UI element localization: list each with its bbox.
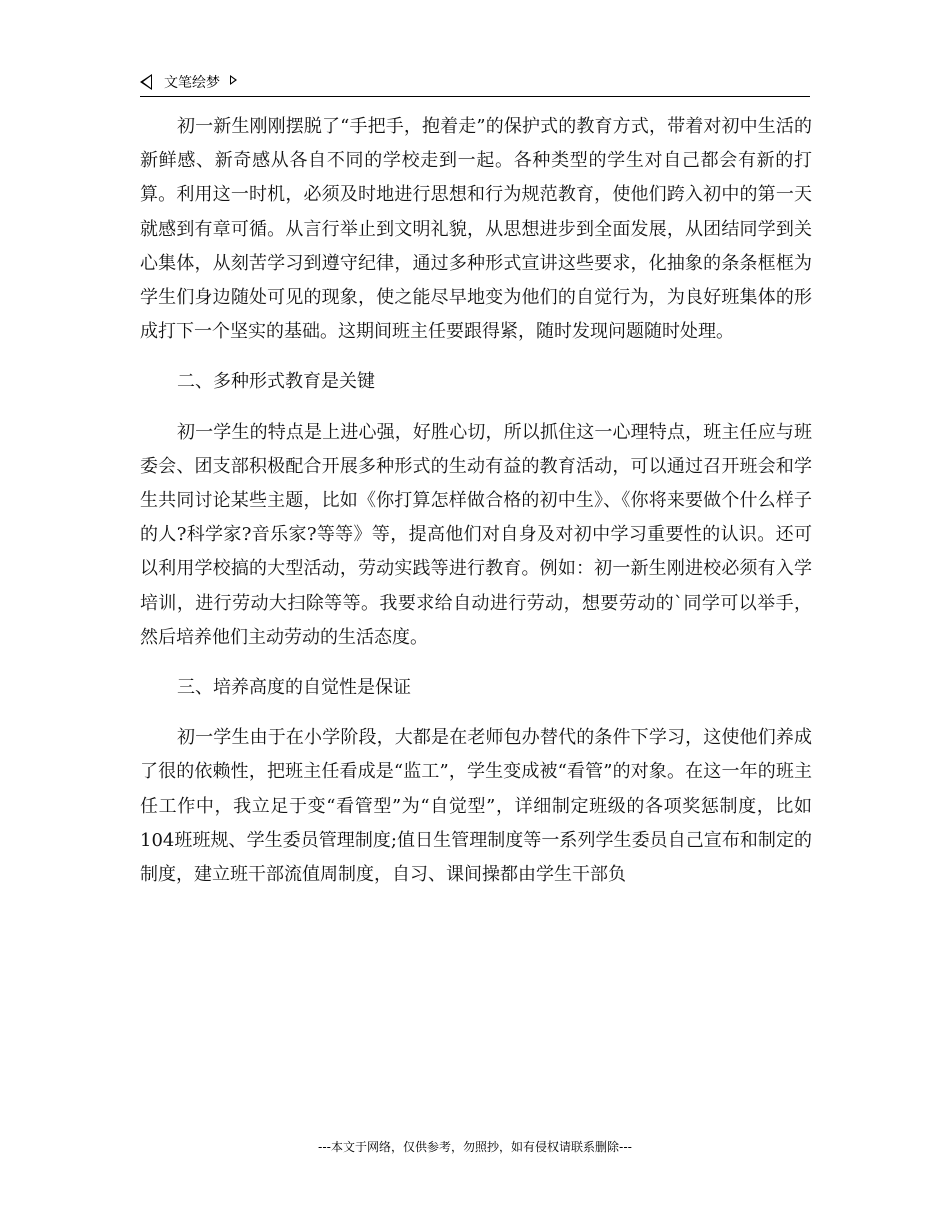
page-footer-disclaimer: ---本文于网络，仅供参考，勿照抄，如有侵权请联系删除--- bbox=[318, 1140, 632, 1154]
forward-arrow-icon[interactable] bbox=[230, 75, 237, 85]
paragraph: 初一学生的特点是上进心强，好胜心切，所以抓住这一心理特点，班主任应与班委会、团支部积极配合开展多种形式的生动有益的教育活动，可以通过召开班会和学生共同讨论某些主题，比如《你打算怎样做合格的初中生》、《你将来要做个什么样子的人?科学家?音乐家?等等》等，提高他们对自身及对初中学习重要性的认识。还可以利用学校搞的大型活动，劳动实践等进行教育。例如：初一新生刚进校必须有入学培训，进行劳动大扫除等等。我要求给自动进行劳动，想要劳动的`同学可以举手，然后培养他们主动劳动的生活态度。 bbox=[140, 421, 812, 648]
site-name: 文笔绘梦 bbox=[164, 75, 220, 91]
article-body bbox=[140, 110, 812, 908]
header-divider bbox=[140, 96, 810, 97]
back-arrow-icon[interactable] bbox=[140, 74, 152, 90]
section-heading: 三、培养高度的自觉性是保证 bbox=[177, 677, 411, 699]
paragraph: 初一学生由于在小学阶段，大都是在老师包办替代的条件下学习，这使他们养成了很的依赖性，把班主任看成是“监工”，学生变成被“看管”的对象。在这一年的班主任工作中，我立足于变“看管型”为“自觉型”，详细制定班级的各项奖惩制度，比如104班班规、学生委员管理制度;值日生管理制度等一系列学生委员自己宣布和制定的制度，建立班干部流值周制度，自习、课间操都由学生干部负 bbox=[140, 727, 812, 886]
paragraph: 初一新生刚刚摆脱了“手把手，抱着走”的保护式的教育方式，带着对初中生活的新鲜感、新奇感从各自不同的学校走到一起。各种类型的学生对自己都会有新的打算。利用这一时机，必须及时地进行思想和行为规范教育，使他们跨入初中的第一天就感到有章可循。从言行举止到文明礼貌，从思想进步到全面发展，从团结同学到关心集体，从刻苦学习到遵守纪律，通过多种形式宣讲这些要求，化抽象的条条框框为学生们身边随处可见的现象，使之能尽早地变为他们的自觉行为，为良好班集体的形成打下一个坚实的基础。这期间班主任要跟得紧，随时发现问题随时处理。 bbox=[140, 116, 812, 343]
section-heading: 二、多种形式教育是关键 bbox=[177, 371, 375, 393]
page-header bbox=[140, 70, 810, 96]
